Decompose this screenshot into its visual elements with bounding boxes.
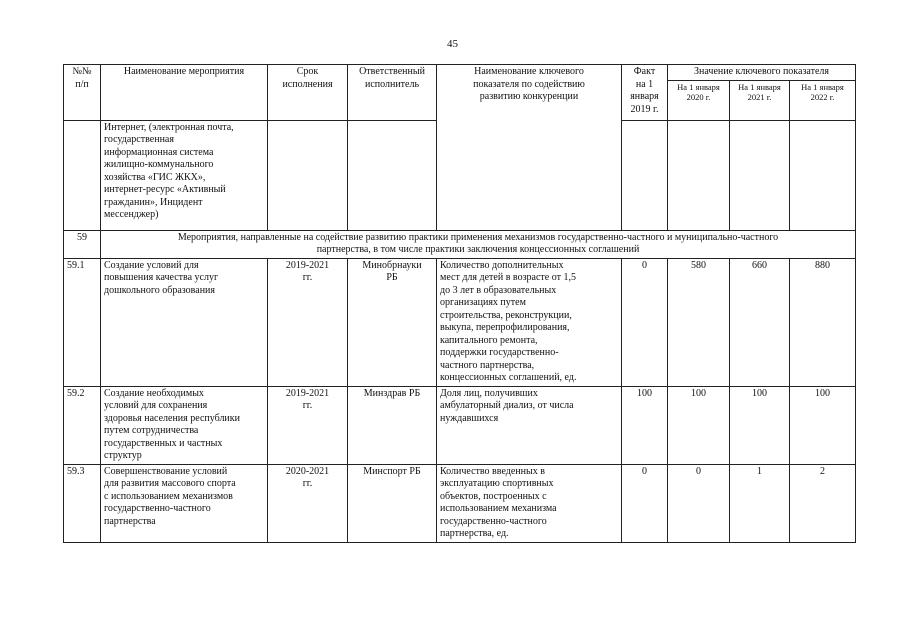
- row-num: 59.1: [64, 258, 101, 386]
- continuation-text: Интернет, (электронная почта, государственная информационная система жилищно-коммунального хозяйства «ГИС ЖКХ», интернет-ресурс «Активный гражданин», Инцидент мессенджер): [101, 120, 268, 230]
- row-event: Создание необходимых условий для сохранения здоровья населения республики путем сотрудничества государственных и частных структур: [101, 386, 268, 464]
- row-fact: 0: [622, 258, 668, 386]
- row-num: 59.2: [64, 386, 101, 464]
- row-value-2022: 880: [790, 258, 856, 386]
- section-title: Мероприятия, направленные на содействие развитию практики применения механизмов государственно-частного и муниципально-частного партнерства, в том числе практики заключения концессионных соглашений: [101, 230, 856, 258]
- table-row: [64, 386, 856, 464]
- row-indicator: Доля лиц, получивших амбулаторный диализ, от числа нуждавшихся: [437, 386, 622, 464]
- header-term: Срок исполнения: [268, 65, 348, 121]
- row-value-2022: 100: [790, 386, 856, 464]
- header-2021: На 1 января 2021 г.: [730, 80, 790, 120]
- header-2020: На 1 января 2020 г.: [668, 80, 730, 120]
- header-responsible: Ответственный исполнитель: [348, 65, 437, 121]
- header-row: [64, 65, 856, 81]
- row-value-2020: 580: [668, 258, 730, 386]
- row-event: Создание условий для повышения качества услуг дошкольного образования: [101, 258, 268, 386]
- row-indicator: Количество введенных в эксплуатацию спортивных объектов, построенных с использованием механизма государственно-частного партнерства, ед.: [437, 464, 622, 542]
- row-fact: 0: [622, 464, 668, 542]
- table-row: [64, 258, 856, 386]
- page-number: 45: [447, 38, 458, 50]
- header-indicator: Наименование ключевого показателя по содействию развитию конкуренции: [437, 65, 622, 231]
- indicators-table: [63, 64, 856, 543]
- row-responsible: Минспорт РБ: [348, 464, 437, 542]
- row-num: 59.3: [64, 464, 101, 542]
- header-fact: Факт на 1 января 2019 г.: [622, 65, 668, 121]
- row-term: 2020-2021 гг.: [268, 464, 348, 542]
- continuation-term-cell: [268, 120, 348, 230]
- table-row: [64, 464, 856, 542]
- row-value-2022: 2: [790, 464, 856, 542]
- continuation-2022-cell: [790, 120, 856, 230]
- continuation-responsible-cell: [348, 120, 437, 230]
- section-row: [64, 230, 856, 258]
- row-responsible: Минздрав РБ: [348, 386, 437, 464]
- row-value-2020: 0: [668, 464, 730, 542]
- row-value-2021: 660: [730, 258, 790, 386]
- row-event: Совершенствование условий для развития массового спорта с использованием механизмов государственно-частного партнерства: [101, 464, 268, 542]
- row-responsible: Минобрнауки РБ: [348, 258, 437, 386]
- header-num: №№ п/п: [64, 65, 101, 121]
- header-event: Наименование мероприятия: [101, 65, 268, 121]
- header-2022: На 1 января 2022 г.: [790, 80, 856, 120]
- continuation-fact-cell: [622, 120, 668, 230]
- row-value-2020: 100: [668, 386, 730, 464]
- row-term: 2019-2021 гг.: [268, 258, 348, 386]
- row-value-2021: 1: [730, 464, 790, 542]
- row-term: 2019-2021 гг.: [268, 386, 348, 464]
- continuation-2021-cell: [730, 120, 790, 230]
- continuation-2020-cell: [668, 120, 730, 230]
- continuation-num-cell: [64, 120, 101, 230]
- header-values-group: Значение ключевого показателя: [668, 65, 856, 81]
- row-indicator: Количество дополнительных мест для детей в возрасте от 1,5 до 3 лет в образовательных организациях путем строительства, реконструкции, выкупа, перепрофилирования, капитального ремонта, поддержки государственно- частного партнерства, концессионных соглашений, ед.: [437, 258, 622, 386]
- row-value-2021: 100: [730, 386, 790, 464]
- row-fact: 100: [622, 386, 668, 464]
- section-num: 59: [64, 230, 101, 258]
